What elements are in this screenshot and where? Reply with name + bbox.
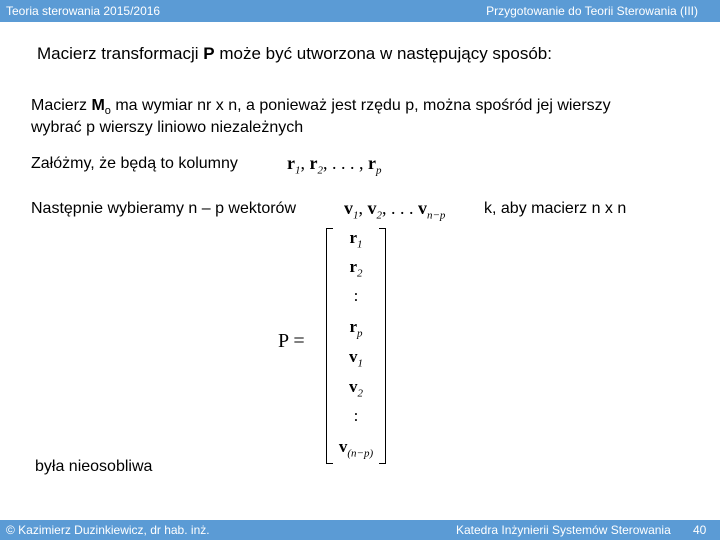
matrix-element: [326, 257, 386, 279]
comma: ,: [323, 153, 328, 173]
comma: ,: [382, 198, 387, 218]
para1-bold-m: M: [91, 97, 105, 114]
slide-title: [37, 44, 552, 64]
ellipsis: . . .: [391, 198, 414, 218]
matrix-element: [326, 377, 386, 399]
v-symbol: v: [344, 198, 353, 218]
header-topic: Przygotowanie do Teorii Sterowania (III): [486, 4, 698, 18]
v-sub-2: 2: [376, 209, 382, 222]
header-bar: [0, 0, 720, 22]
matrix-element-sub: (n−p): [347, 447, 374, 460]
v-symbol: v: [418, 198, 427, 218]
page-number: 40: [693, 523, 707, 537]
para1-sub: o: [104, 105, 111, 118]
header-course: Teoria sterowania 2015/2016: [6, 4, 161, 18]
matrix-lhs-label: P =: [278, 330, 305, 352]
matrix-element-sub: 2: [357, 387, 363, 400]
matrix-element: [326, 437, 386, 459]
paragraph-2: Załóżmy, że będą to kolumny: [31, 155, 238, 172]
matrix-element-base: r: [349, 317, 358, 336]
matrix-element: [326, 228, 386, 250]
r-symbol: r: [368, 153, 376, 173]
transformation-matrix: [326, 228, 386, 462]
matrix-element-sub: 1: [357, 357, 363, 370]
r-symbol: r: [309, 153, 318, 173]
matrix-element-base: :: [353, 286, 359, 305]
footer-department: Katedra Inżynierii Systemów Sterowania: [456, 523, 671, 537]
paragraph-3: Następnie wybieramy n – p wektorów: [31, 200, 297, 217]
paragraph-1: [31, 97, 611, 117]
matrix-element: [326, 406, 386, 426]
matrix-element-base: r: [349, 228, 358, 247]
ellipsis: . . . ,: [332, 153, 364, 173]
comma: ,: [300, 153, 305, 173]
matrix-element-sub: 1: [357, 238, 363, 251]
matrix-element: [326, 286, 386, 306]
r-sub-p: p: [376, 164, 382, 177]
para1-pre: Macierz: [31, 97, 92, 114]
matrix-lhs: [278, 330, 305, 353]
paragraph-1-line2: wybrać p wierszy liniowo niezależnych: [31, 119, 304, 136]
matrix-element: [326, 317, 386, 339]
matrix-element: [326, 347, 386, 369]
r-sub-1: 1: [295, 164, 301, 177]
title-post: może być utworzona w następujący sposób:: [214, 44, 552, 63]
matrix-element-base: v: [349, 377, 358, 396]
title-bold-p: P: [203, 44, 215, 63]
matrix-element-base: :: [353, 406, 359, 425]
para1-post: ma wymiar nr x n, a ponieważ jest rzędu p, można spośród jej wierszy: [110, 97, 611, 114]
r-symbol: r: [287, 153, 295, 173]
matrix-element-base: v: [338, 437, 348, 456]
r-sub-2: 2: [317, 164, 323, 177]
paragraph-4: była nieosobliwa: [35, 458, 153, 475]
footer-bar: [0, 520, 720, 540]
v-vectors-expression: [344, 198, 445, 222]
matrix-element-base: v: [349, 347, 358, 366]
v-sub-n-minus-p: n−p: [427, 209, 446, 222]
paragraph-3-tail: k, aby macierz n x n: [484, 200, 627, 217]
matrix-element-sub: p: [357, 327, 363, 340]
footer-author: © Kazimierz Duzinkiewicz, dr hab. inż.: [6, 523, 210, 537]
matrix-element-base: r: [349, 257, 358, 276]
matrix-element-sub: 2: [357, 267, 363, 280]
title-pre: Macierz transformacji: [37, 44, 204, 63]
comma: ,: [358, 198, 363, 218]
v-sub-1: 1: [353, 209, 359, 222]
row-vectors-expression: [287, 153, 382, 177]
v-symbol: v: [367, 198, 377, 218]
